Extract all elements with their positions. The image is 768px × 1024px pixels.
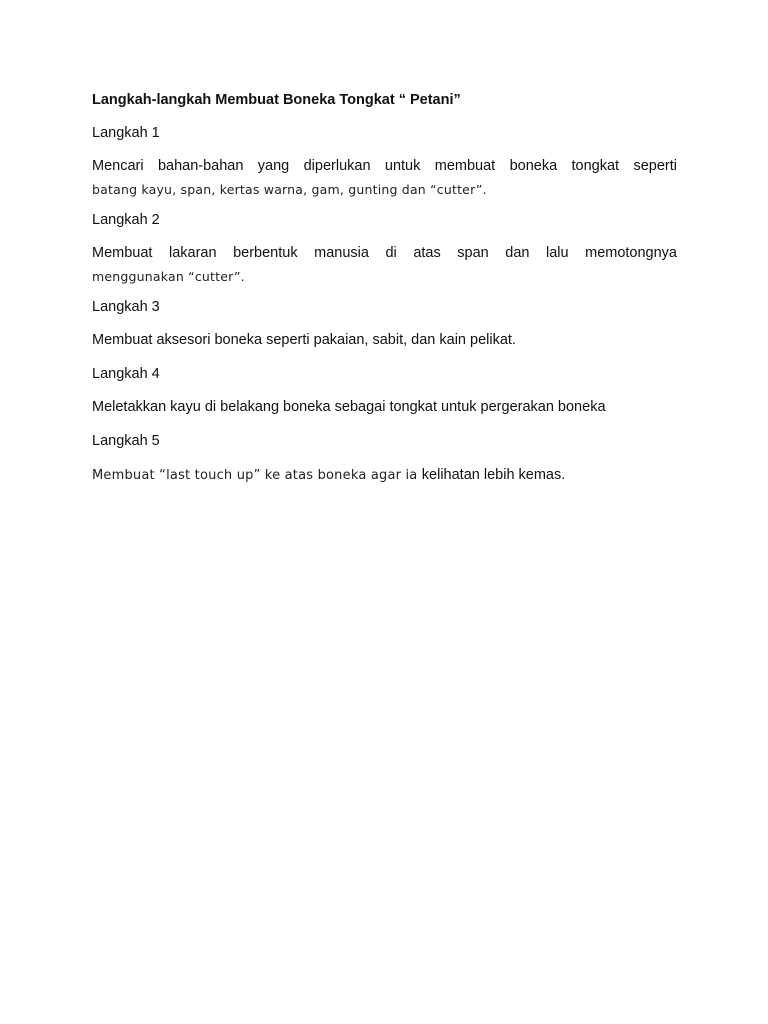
step-1-text: [92, 155, 677, 201]
document-title: Langkah-langkah Membuat Boneka Tongkat “ Petani”: [92, 92, 461, 108]
step-5-text: [92, 467, 565, 483]
step-2-heading: Langkah 2: [92, 212, 160, 228]
step-4-heading: Langkah 4: [92, 366, 160, 382]
step-1-line-1: Mencari bahan-bahan yang diperlukan untuk membuat boneka tongkat seperti: [92, 158, 677, 174]
step-3-text: Membuat aksesori boneka seperti pakaian, sabit, dan kain pelikat.: [92, 332, 516, 348]
step-1-line-2: batang kayu, span, kertas warna, gam, gunting dan “cutter”.: [92, 182, 487, 197]
step-5-text-part-1: Membuat “last touch up” ke atas boneka agar ia: [92, 468, 422, 483]
step-3-heading: Langkah 3: [92, 299, 160, 315]
step-2-line-1: Membuat lakaran berbentuk manusia di atas span dan lalu memotongnya: [92, 245, 677, 261]
step-1-heading: Langkah 1: [92, 125, 160, 141]
step-2-line-2: menggunakan “cutter”.: [92, 269, 245, 284]
step-2-text: [92, 242, 677, 288]
step-5-heading: Langkah 5: [92, 433, 160, 449]
step-5-text-part-2: kelihatan lebih kemas.: [421, 467, 566, 483]
step-4-text: Meletakkan kayu di belakang boneka sebagai tongkat untuk pergerakan boneka: [92, 399, 606, 415]
